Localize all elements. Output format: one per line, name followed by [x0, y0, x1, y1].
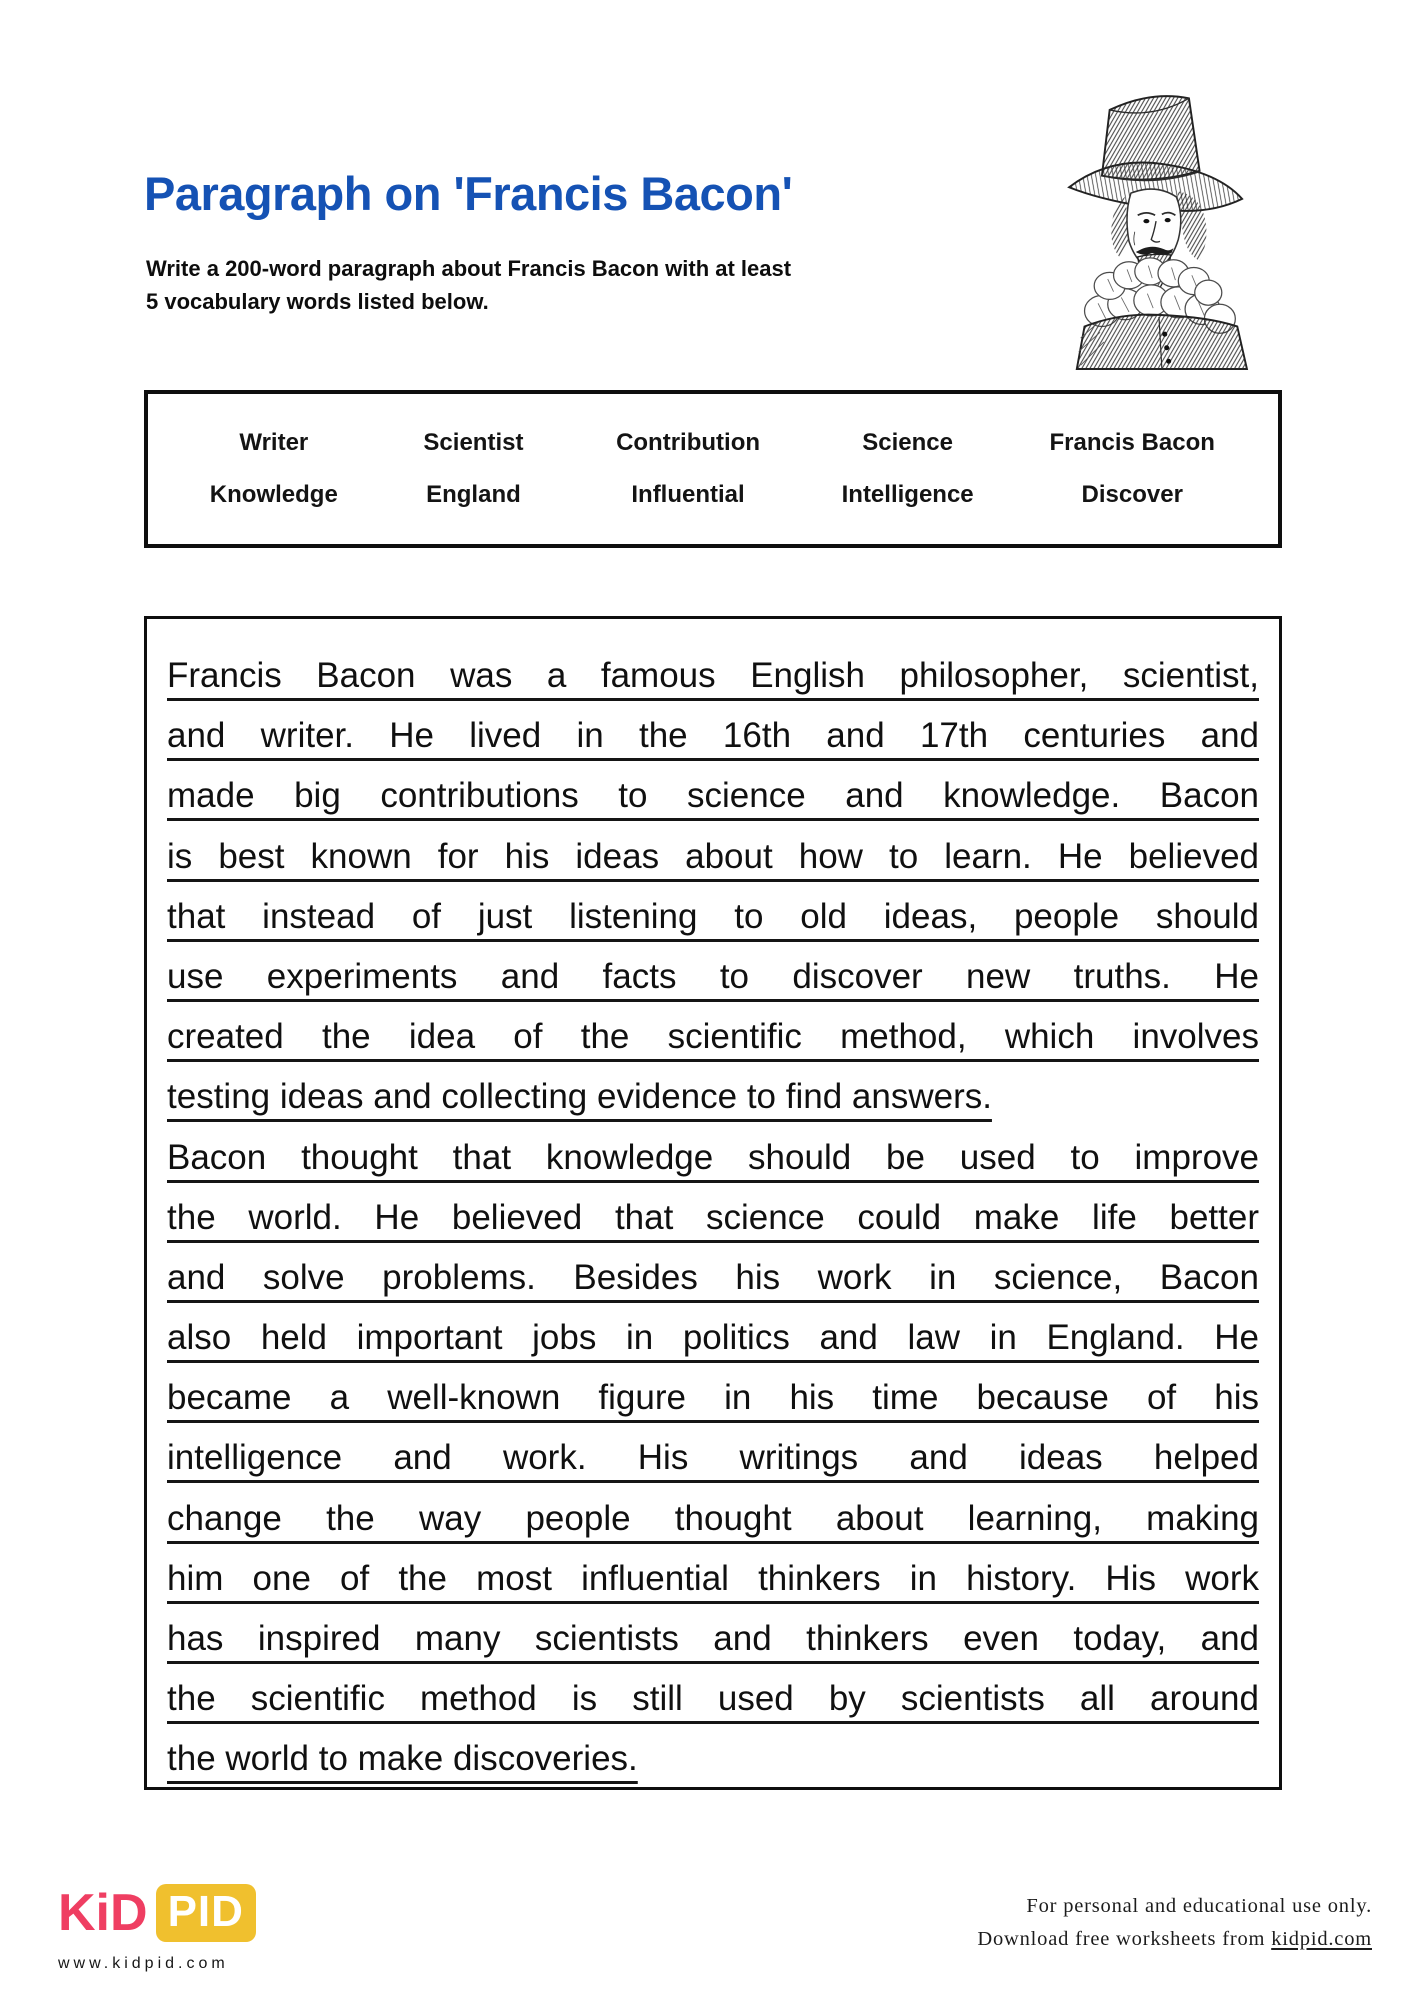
footer-note-line2 [977, 1923, 1372, 1956]
vocabulary-word: England [426, 481, 521, 509]
francis-bacon-portrait-illustration [1042, 76, 1274, 372]
essay-line: intelligence and work. His writings and ideas helped [167, 1438, 1259, 1478]
essay-line: became a well-known figure in his time because of his [167, 1378, 1259, 1418]
kidpid-logo-kid: KiD [58, 1884, 148, 1942]
essay-line: use experiments and facts to discover new truths. He [167, 956, 1259, 996]
vocabulary-word: Francis Bacon [1049, 428, 1215, 456]
essay-line: that instead of just listening to old ideas, people should [167, 896, 1259, 936]
vocabulary-word: Science [862, 428, 953, 456]
kidpid-logo [58, 1884, 256, 1942]
essay-line: the world to make discoveries. [167, 1739, 638, 1779]
vocabulary-word: Intelligence [841, 481, 974, 509]
page-title: Paragraph on 'Francis Bacon' [144, 167, 793, 220]
essay-line: the scientific method is still used by scientists all around [167, 1679, 1259, 1719]
essay-line: Francis Bacon was a famous English philosopher, scientist, [167, 656, 1259, 695]
essay-line: Bacon thought that knowledge should be used to improve [167, 1137, 1259, 1177]
essay-line: and solve problems. Besides his work in science, Bacon [167, 1257, 1259, 1297]
essay-line: him one of the most influential thinkers in history. His work [167, 1558, 1259, 1598]
essay-line: the world. He believed that science could make life better [167, 1197, 1259, 1237]
essay-line: change the way people thought about learning, making [167, 1498, 1259, 1538]
website-url: www.kidpid.com [58, 1955, 229, 1972]
essay-line: has inspired many scientists and thinkers even today, and [167, 1619, 1259, 1658]
vocabulary-word: Knowledge [209, 481, 338, 509]
essay-box [144, 616, 1282, 1790]
footer-note-line1: For personal and educational use only. [1026, 1895, 1372, 1917]
footer-note [977, 1890, 1372, 1956]
instructions-text: Write a 200-word paragraph about Francis Bacon with at least 5 vocabulary words listed below. [146, 256, 792, 314]
vocabulary-word: Discover [1081, 481, 1183, 509]
vocabulary-word: Contribution [616, 428, 761, 456]
essay-line: also held important jobs in politics and law in England. He [167, 1318, 1259, 1358]
vocabulary-box [144, 390, 1282, 548]
essay-line: made big contributions to science and knowledge. Bacon [167, 776, 1259, 816]
vocabulary-word: Scientist [423, 428, 524, 456]
footer-note-line2-prefix: Download free worksheets from [977, 1928, 1272, 1951]
essay-line: testing ideas and collecting evidence to find answers. [167, 1077, 992, 1117]
francis-bacon-portrait [1042, 76, 1274, 372]
vocabulary-word: Writer [239, 428, 309, 456]
kidpid-link[interactable]: kidpid.com [1271, 1928, 1372, 1951]
kidpid-logo-pid-badge: PID [156, 1884, 256, 1942]
vocabulary-word: Influential [631, 481, 745, 509]
essay-line: is best known for his ideas about how to learn. He believed [167, 836, 1259, 876]
essay-line: created the idea of the scientific method, which involves [167, 1017, 1259, 1057]
essay-line: and writer. He lived in the 16th and 17th centuries and [167, 716, 1259, 756]
